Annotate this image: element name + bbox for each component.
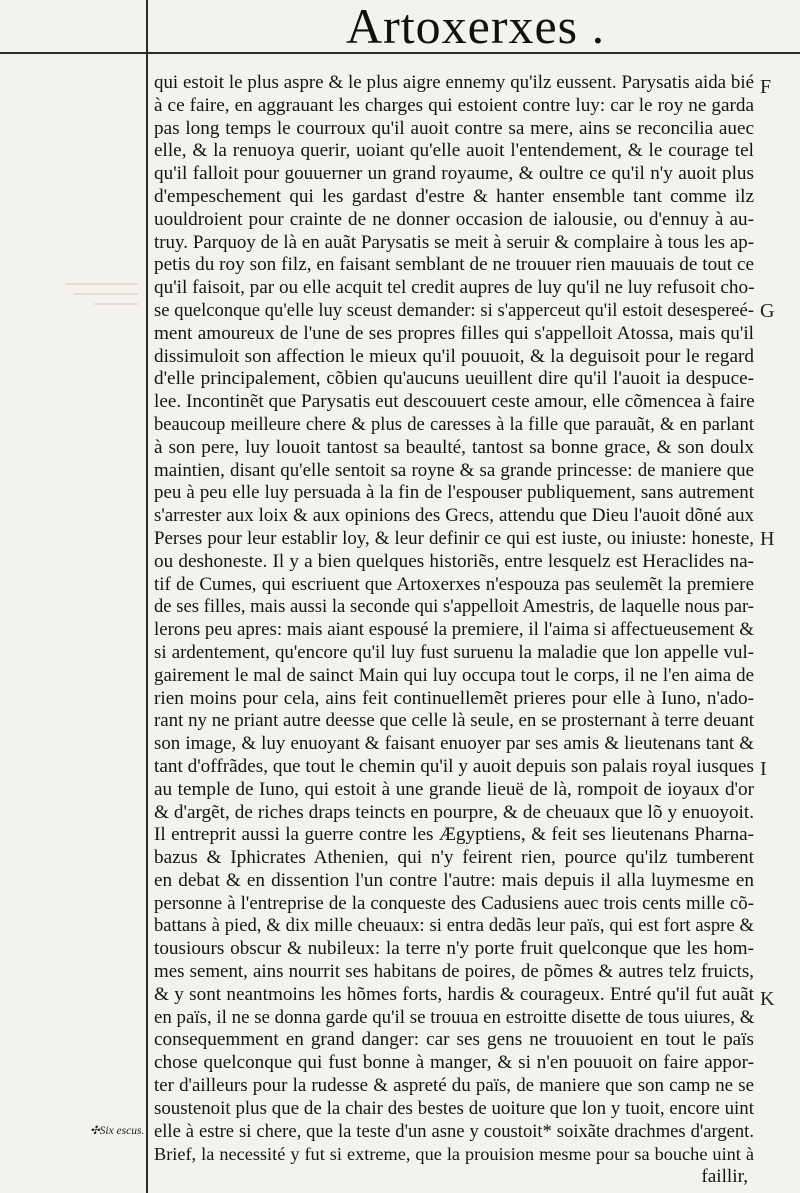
text-line: Perses pour leur establir loy, & leur definir ce qui est iuste, ou iniuste: honeste,	[154, 527, 754, 549]
text-line: tif de Cumes, qui escriuent que Artoxerxes n'espouza pas seulemẽt la premiere	[154, 573, 754, 595]
text-line: en païs, il ne se donna garde qu'il se trouua en estroitte disette de tous uiures, &	[154, 1006, 755, 1028]
text-line: tousiours obscur & nubileux: la terre n'y porte fruit quelconque que les hom-	[154, 938, 754, 960]
text-line: peu à peu elle luy persuada à la fin de l'espouser publiquement, sans autrement	[154, 482, 754, 504]
text-line: truy. Parquoy de là en auãt Parysatis se meit à seruir & complaire à tous les ap-	[154, 231, 754, 253]
text-line: ment amoureux de l'une de ses propres filles qui s'appelloit Atossa, mais qu'il	[154, 322, 754, 344]
text-line: mes sement, ains nourrit ses habitans de poires, de põmes & autres telz fruicts,	[154, 961, 754, 983]
faded-bleedthrough-icon	[60, 278, 140, 312]
text-line: lee. Incontinẽt que Parysatis eut descouuert ceste amour, elle cõmencea à faire	[154, 391, 755, 413]
text-block-rule	[146, 0, 148, 1193]
text-line: tant d'offrãdes, que tout le chemin qu'il y auoit depuis son palais royal iusques	[154, 755, 754, 777]
margin-letter-g: G	[760, 300, 775, 322]
text-line: lerons peu apres: mais aiant espousé la premiere, il l'aima si affectueusement &	[154, 619, 754, 641]
text-line: personne à l'entreprise de la conqueste des Cadusiens auec trois cents mille cõ-	[154, 892, 754, 914]
text-line: & y sont neantmoins les hõmes forts, hardis & courageux. Entré qu'il fut auãt	[154, 983, 754, 1005]
text-line: soustenoit plus que de la chair des bestes de uoiture que lon y tuoit, encore uint	[154, 1097, 754, 1119]
body-text	[154, 72, 754, 1189]
marginal-note: ✣Six escus.	[90, 1125, 145, 1137]
text-line: qu'il falloit pour gouuerner un grand royaume, & oultre ce qu'il n'y auoit plus	[154, 163, 754, 185]
text-line: dissimuloit son affection le mieux qu'il pouuoit, & la deguisoit pour le regard	[154, 345, 754, 367]
text-line: en debat & en dissention l'un contre l'autre: mais depuis il alla luymesme en	[154, 869, 754, 891]
text-line: si ardentement, qu'encore qu'il luy fust suruenu la maladie que lon appelle vul-	[154, 641, 754, 663]
text-line: petis du roy son filz, en faisant semblant de ne trouuer rien mauuais de tout ce	[154, 254, 754, 276]
running-head: Artoxerxes .	[346, 0, 606, 54]
text-line: consequemment en grand danger: car ses gens ne trouuoient en tout le païs	[154, 1029, 754, 1051]
text-line: se quelconque qu'elle luy sceust demander: si s'apperceut qu'il estoit desespereé-	[154, 299, 754, 321]
text-line: elle à estre si chere, que la teste d'un asne y coustoit* soixãte drachmes d'argent.	[154, 1120, 754, 1142]
text-line: rant ny ne priant autre deesse que celle là seule, en se prosternant à terre deuant	[154, 710, 755, 732]
margin-letter-k: K	[760, 988, 775, 1010]
text-line: d'empeschement qui les gardast d'estre & hanter ensemble tant comme ilz	[154, 185, 754, 207]
margin-letter-h: H	[760, 528, 775, 550]
margin-letter-i: I	[760, 758, 767, 780]
text-line: battans à pied, & dix mille cheuaux: si entra dedãs leur païs, qui est fort aspre &	[154, 915, 754, 937]
text-line: qui estoit le plus aspre & le plus aigre ennemy qu'ilz eussent. Parysatis aida bié	[154, 72, 754, 93]
text-line: s'arrester aux loix & aux opinions des Grecs, attendu que Dieu l'auoit dõné aux	[154, 505, 754, 527]
text-line: maintien, disant qu'elle sentoit sa royne & sa grande princesse: de maniere que	[154, 459, 754, 481]
text-line: beaucoup meilleure chere & plus de caresses à la fille que parauãt, & en parlant	[154, 413, 754, 435]
text-line: rien moins pour cela, ains feit continuellemẽt prieres pour elle à Iuno, n'ado-	[154, 687, 754, 709]
text-line: d'elle principalement, cõbien qu'aucuns ueuillent dire qu'il l'auoit ia despuce-	[154, 368, 754, 390]
text-line: ter d'ailleurs pour la rudesse & aspreté du païs, de maniere que son camp ne se	[154, 1075, 754, 1097]
text-line: Il entreprit aussi la guerre contre les Ægyptiens, & feit ses lieutenans Pharna-	[154, 824, 754, 846]
catchword: faillir,	[701, 1166, 748, 1188]
text-line: gairement le mal de sainct Main qui luy occupa tout le corps, il ne l'en aima de	[154, 664, 754, 686]
margin-letter-f: F	[760, 76, 772, 98]
text-line: Brief, la necessité y fut si extreme, que la prouision mesme pour sa bouche uint à	[154, 1144, 754, 1165]
text-line: uouldroient pour crainte de ne donner occasion de ialousie, ou d'ennuy à au-	[154, 208, 754, 230]
text-line: à son pere, luy louoit tantost sa beaulté, tantost sa bonne grace, & son doulx	[154, 436, 754, 458]
text-line: à ce faire, en aggrauant les charges qui estoient contre luy: car le roy ne garda	[154, 94, 754, 116]
text-line: qu'il faisoit, par ou elle acquit tel credit aupres de luy qu'il ne luy refusoit cho-	[154, 277, 755, 299]
text-line: son image, & luy enuoyant & faisant enuoyer par ses amis & lieutenans tant &	[154, 733, 754, 755]
text-line: bazus & Iphicrates Athenien, qui n'y feirent rien, pource qu'ilz tumberent	[154, 847, 754, 869]
text-line: & d'argẽt, de riches draps teincts en pourpre, & de cheuaux que lõ y enuoyoit.	[154, 801, 754, 823]
text-line: pas long temps le courroux qu'il auoit contre sa mere, ains se reconcilia auec	[154, 117, 754, 139]
text-line: de ses filles, mais aussi la seconde qui s'appelloit Amestris, de laquelle nous par-	[154, 596, 754, 618]
text-line: ou deshoneste. Il y a bien quelques historiẽs, entre lesquelz est Heraclides na-	[154, 550, 754, 572]
text-line: chose quelconque qui fust bonne à manger, & si n'en pouuoit on faire appor-	[154, 1052, 754, 1074]
text-line: au temple de Iuno, qui estoit à une grande lieuë de là, rompoit de ioyaux d'or	[154, 778, 754, 800]
text-line: elle, & la renuoya querir, uoiant qu'elle auoit l'entendement, & le courage tel	[154, 140, 754, 162]
faded-marginal-note	[60, 278, 140, 315]
